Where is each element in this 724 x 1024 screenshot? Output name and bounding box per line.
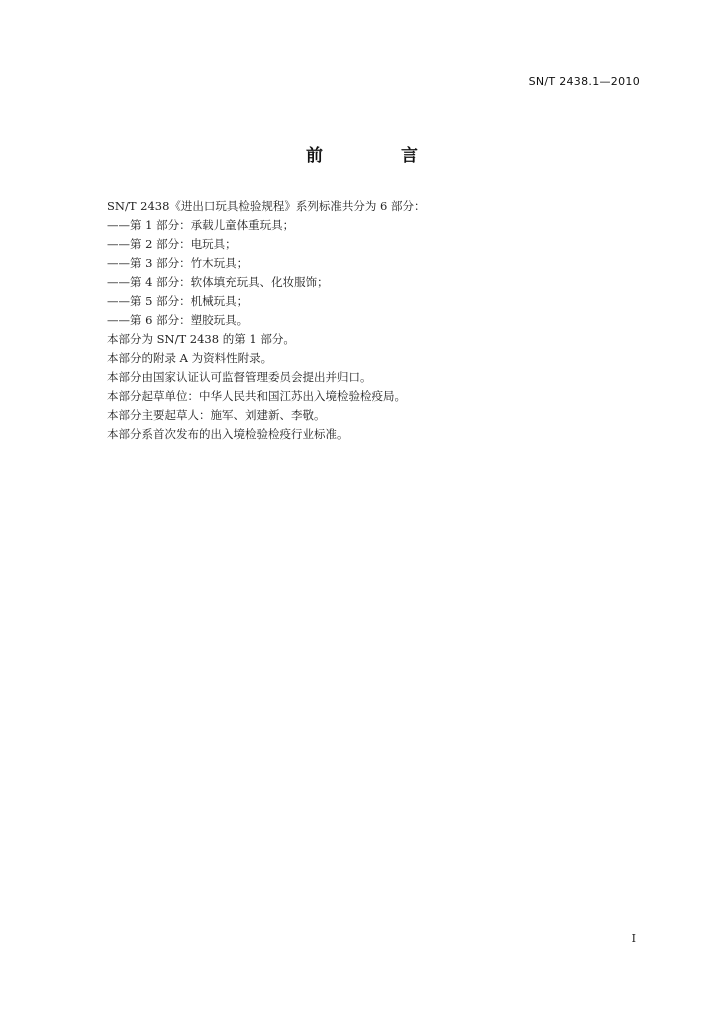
list-item-part-2: ——第 2 部分：电玩具；	[107, 237, 237, 251]
paragraph-first-release: 本部分系首次发布的出入境检验检疫行业标准。	[107, 427, 349, 441]
paragraph-drafters: 本部分主要起草人：施军、刘建新、李敬。	[107, 408, 326, 422]
paragraph-part-statement: 本部分为 SN/T 2438 的第 1 部分。	[107, 332, 295, 346]
paragraph-appendix: 本部分的附录 A 为资料性附录。	[107, 351, 273, 365]
foreword-body	[107, 197, 637, 444]
page-number: I	[631, 932, 636, 945]
paragraph-proposer: 本部分由国家认证认可监督管理委员会提出并归口。	[107, 370, 372, 384]
page-title: 前 言	[306, 146, 454, 166]
list-item-part-3: ——第 3 部分：竹木玩具；	[107, 256, 249, 270]
list-item-part-1: ——第 1 部分：承载儿童体重玩具；	[107, 218, 295, 232]
standard-code: SN/T 2438.1—2010	[528, 75, 640, 88]
list-item-part-5: ——第 5 部分：机械玩具；	[107, 294, 249, 308]
paragraph-drafting-unit: 本部分起草单位：中华人民共和国江苏出入境检验检疫局。	[107, 389, 406, 403]
list-item-part-6: ——第 6 部分：塑胶玩具。	[107, 313, 249, 327]
list-item-part-4: ——第 4 部分：软体填充玩具、化妆服饰；	[107, 275, 329, 289]
paragraph-series-intro: SN/T 2438《进出口玩具检验规程》系列标准共分为 6 部分：	[107, 199, 426, 213]
